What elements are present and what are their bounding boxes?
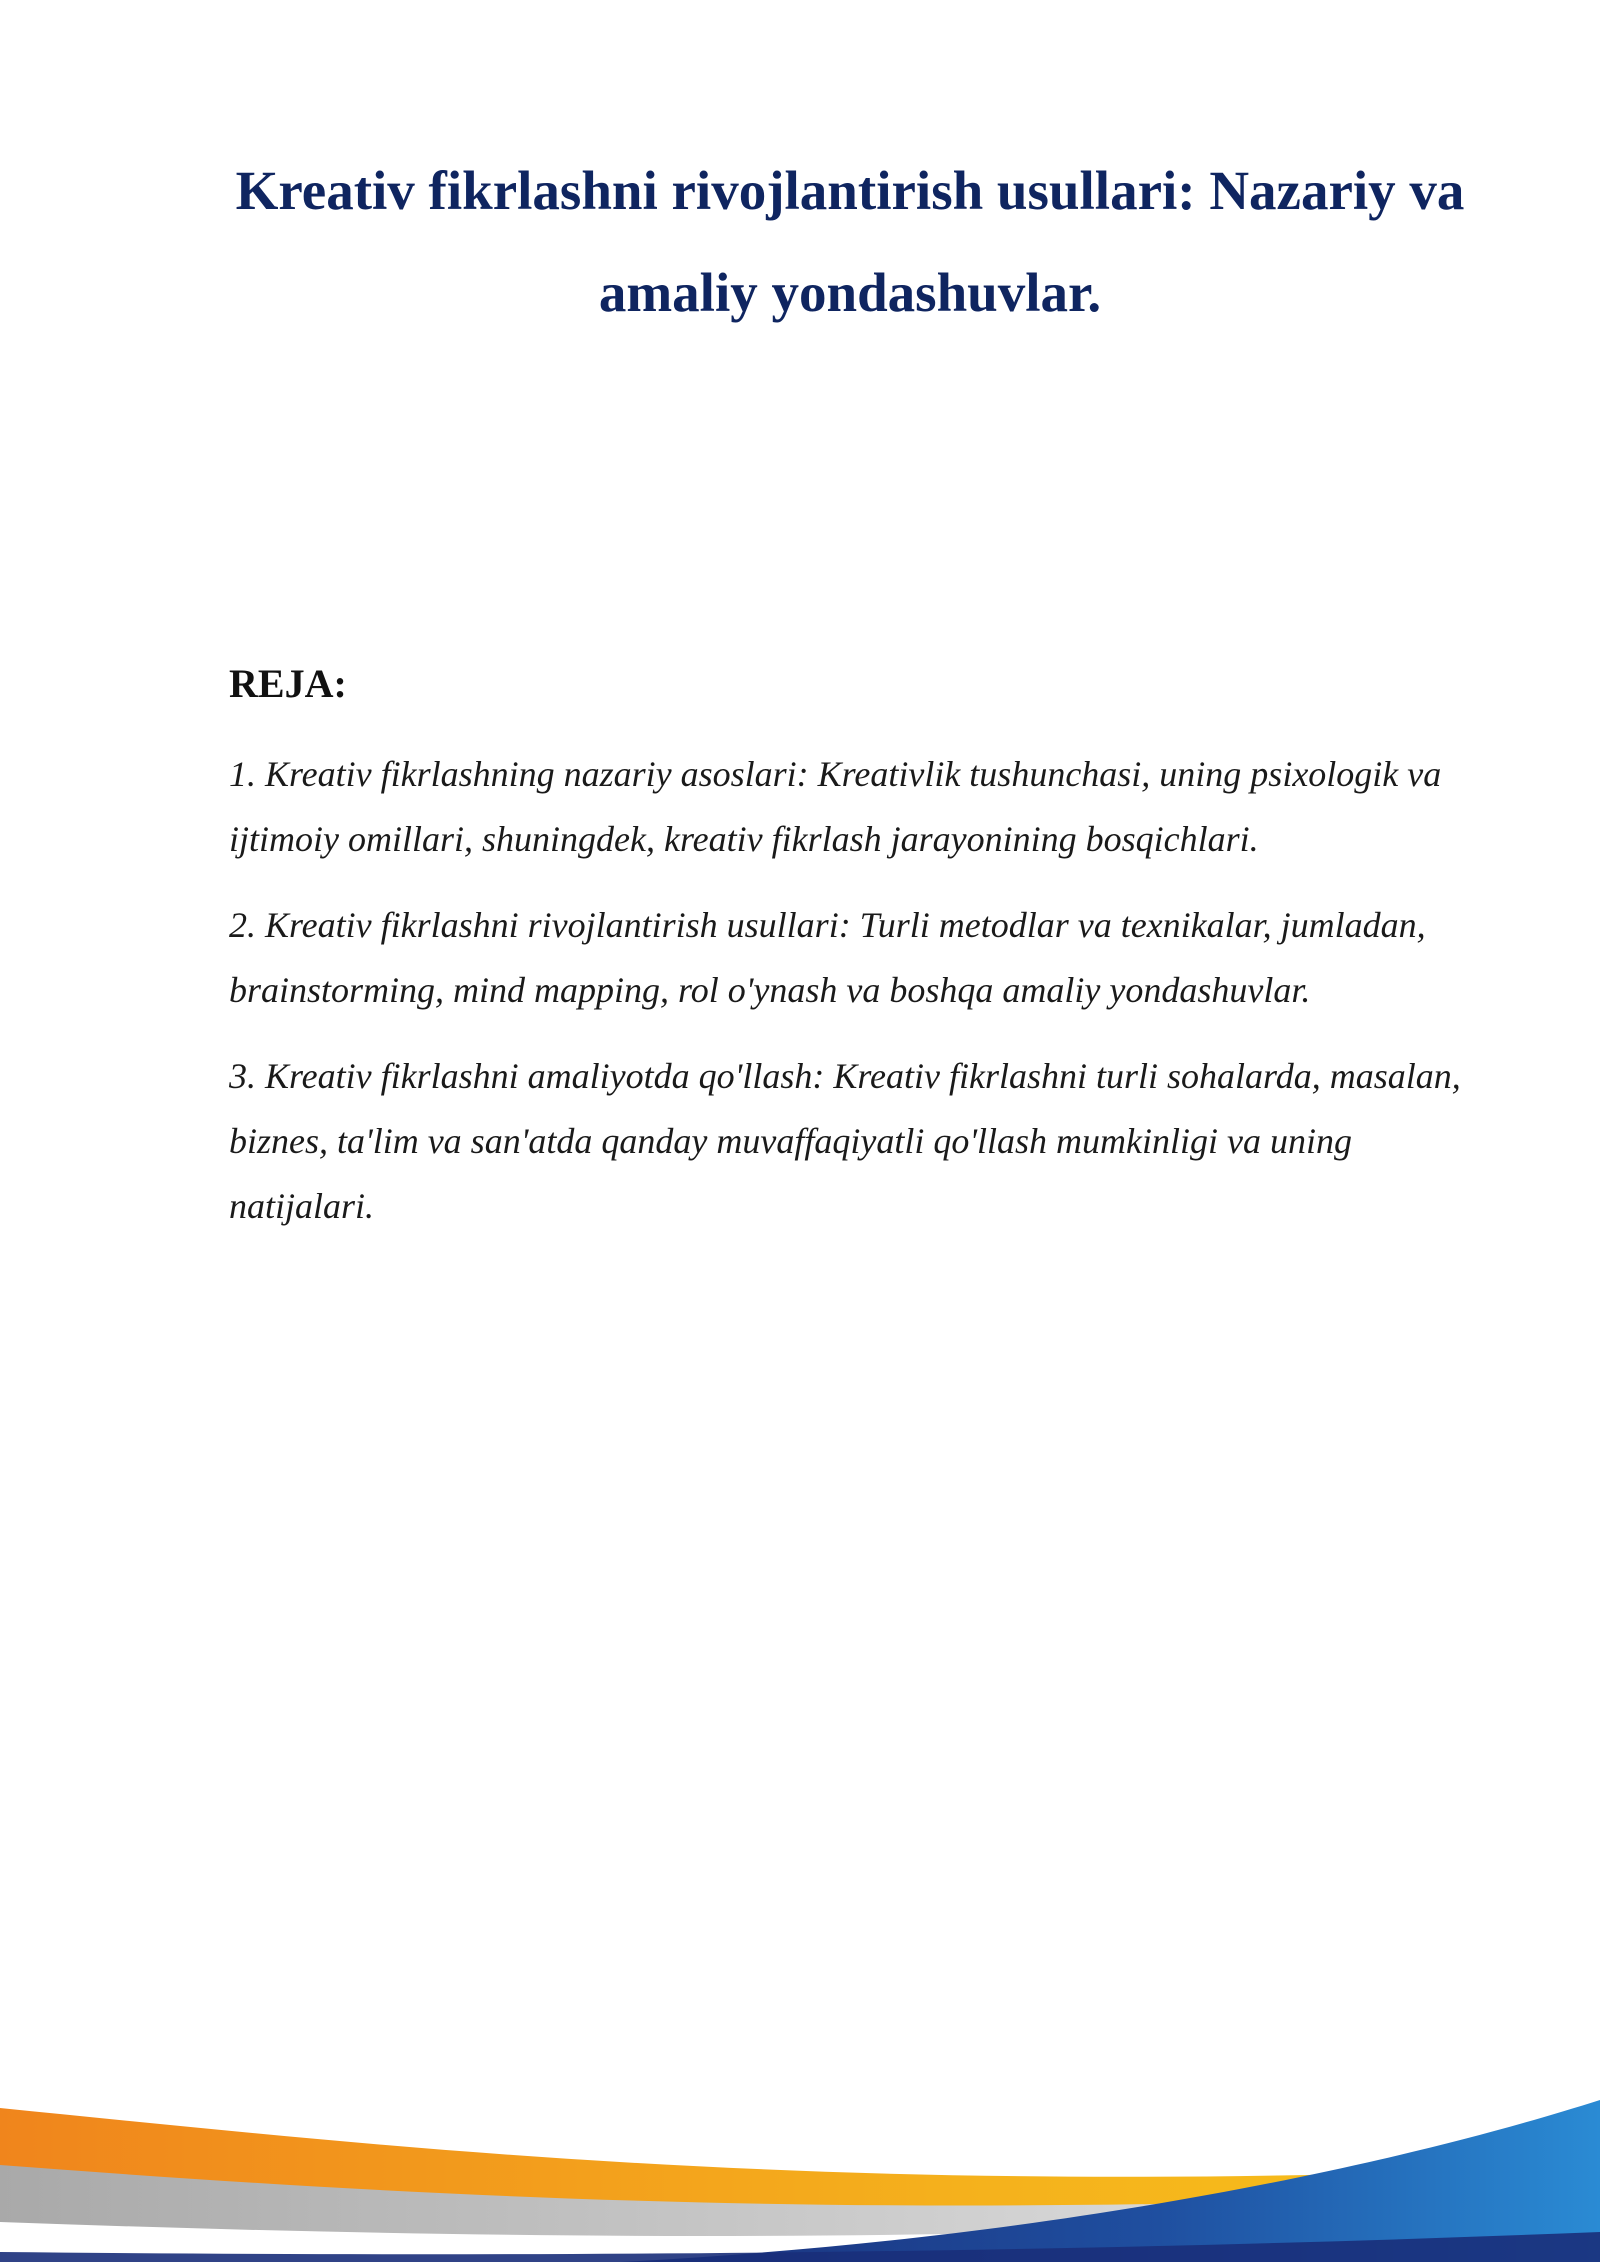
plan-item-2: 2. Kreativ fikrlashni rivojlantirish usullari: Turli metodlar va texnikalar, jumladan, brainstorming, mind mapping, rol o'ynash va boshqa amaliy yondashuvlar. — [229, 905, 1426, 1010]
plan-heading: REJA: — [229, 661, 347, 706]
footer-wave-decoration — [0, 2000, 1600, 2262]
plan-item-1: 1. Kreativ fikrlashning nazariy asoslari: Kreativlik tushunchasi, uning psixologik va ijtimoiy omillari, shuningdek, kreativ fikrlash jarayonining bosqichlari. — [229, 754, 1442, 859]
plan-item-3: 3. Kreativ fikrlashni amaliyotda qo'llash: Kreativ fikrlashni turli sohalarda, masalan, biznes, ta'lim va san'atda qanday muvaffaqiyatli qo'llash mumkinligi va uning natijalari. — [229, 1056, 1461, 1226]
plan-list — [229, 742, 1491, 1260]
document-title: Kreativ fikrlashni rivojlantirish usullari: Nazariy va amaliy yondashuvlar. — [235, 160, 1465, 323]
